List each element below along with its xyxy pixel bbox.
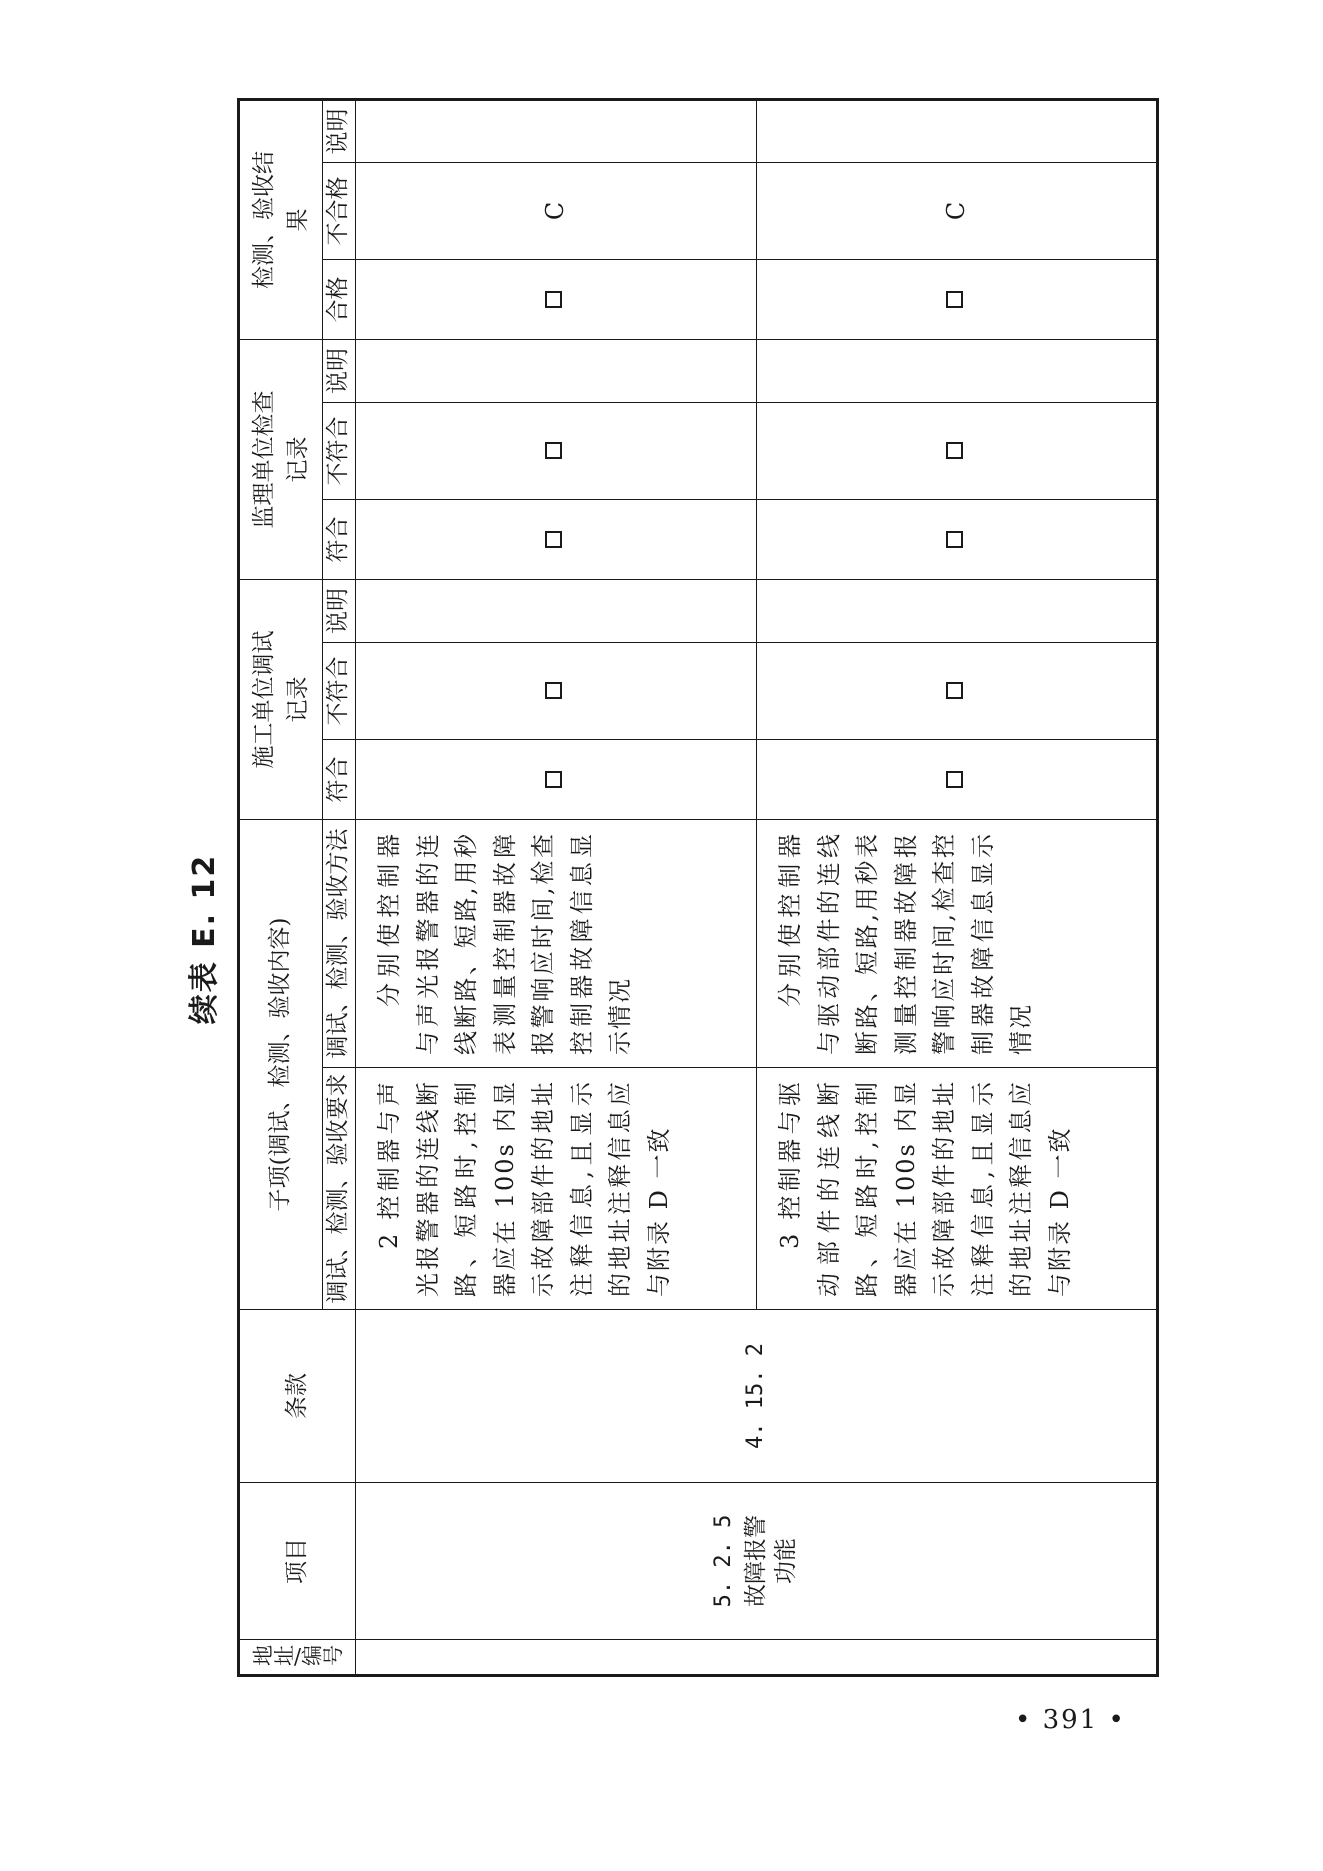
supervision-note-cell [356, 339, 757, 402]
requirement-text: 2 控制器与声光报警器的连线断路、短路时,控制器应在 100s 内显示故障部件的地址注释信息,且显示的地址注释信息应与附录 D 一致 [375, 1080, 673, 1297]
acceptance-note-cell [356, 99, 757, 162]
table-row [356, 1068, 757, 1310]
construction-note-cell [356, 579, 757, 642]
checkbox[interactable] [545, 291, 562, 308]
construction-note-cell [757, 579, 1158, 642]
supervision-conform-cell [356, 499, 757, 579]
table-row [757, 1068, 1158, 1310]
header-not-conform-2: 不符合 [323, 402, 356, 499]
supervision-not-conform-cell [757, 402, 1158, 499]
supervision-not-conform-cell [356, 402, 757, 499]
supervision-conform-cell [757, 499, 1158, 579]
unqualified-cell [356, 162, 757, 259]
qualified-cell [356, 259, 757, 339]
clause-cell [356, 1310, 1158, 1483]
header-address: 地址/编号 [239, 1640, 356, 1676]
unqualified-mark: C [541, 201, 570, 221]
method-text: 分别使控制器与声光报警器的连线断路、短路,用秒表测量控制器故障报警响应时间,检查控制器故障信息显示情况 [375, 831, 634, 1055]
header-project: 项目 [239, 1483, 356, 1640]
construction-conform-cell [356, 739, 757, 819]
checkbox[interactable] [946, 771, 963, 788]
checkbox[interactable] [545, 442, 562, 459]
checkbox[interactable] [946, 291, 963, 308]
construction-not-conform-cell [356, 642, 757, 739]
page-number: • 391 • [1015, 1705, 1126, 1735]
qualified-cell [757, 259, 1158, 339]
header-method: 调试、检测、验收方法 [323, 819, 356, 1067]
checkbox[interactable] [545, 682, 562, 699]
table-caption: 续表 E. 12 [187, 853, 222, 1025]
checkbox[interactable] [946, 442, 963, 459]
header-requirement: 调试、检测、验收要求 [323, 1068, 356, 1310]
header-unqualified: 不合格 [323, 162, 356, 259]
rotated-page [187, 108, 1156, 1677]
header-conform-1: 符合 [323, 739, 356, 819]
checkbox[interactable] [946, 682, 963, 699]
acceptance-table [237, 98, 1159, 1677]
header-note-2: 说明 [323, 339, 356, 402]
checkbox[interactable] [946, 531, 963, 548]
header-note-1: 说明 [323, 579, 356, 642]
supervision-note-cell [757, 339, 1158, 402]
checkbox[interactable] [545, 771, 562, 788]
unqualified-mark: C [941, 201, 970, 221]
checkbox[interactable] [545, 531, 562, 548]
address-cell [356, 1640, 1158, 1676]
project-name: 故障报警功能 [743, 1515, 800, 1607]
unqualified-cell [757, 162, 1158, 259]
header-construction-unit: 施工单位调试记录 [239, 579, 323, 819]
header-qualified: 合格 [323, 259, 356, 339]
header-supervision-unit: 监理单位检查记录 [239, 339, 323, 579]
header-clause: 条款 [239, 1310, 356, 1483]
header-note-3: 说明 [323, 99, 356, 162]
clause-number: 4. 15. 2 [743, 1343, 769, 1449]
method-text: 分别使控制器与驱动部件的连线断路、短路,用秒表测量控制器故障报警响应时间,检查控制器故障信息显示情况 [776, 831, 1035, 1055]
project-cell [356, 1483, 1158, 1640]
requirement-text: 3 控制器与驱动部件的连线断路、短路时,控制器应在 100s 内显示故障部件的地址注释信息,且显示的地址注释信息应与附录 D 一致 [776, 1080, 1074, 1297]
table-row-method [757, 819, 1158, 1067]
header-sub-item: 子项(调试、检测、验收内容) [239, 819, 323, 1309]
table-row-method [356, 819, 757, 1067]
construction-not-conform-cell [757, 642, 1158, 739]
construction-conform-cell [757, 739, 1158, 819]
header-conform-2: 符合 [323, 499, 356, 579]
acceptance-note-cell [757, 99, 1158, 162]
project-number: 5. 2. 5 [710, 1514, 736, 1608]
header-not-conform-1: 不符合 [323, 642, 356, 739]
header-acceptance: 检测、验收结果 [239, 99, 323, 339]
